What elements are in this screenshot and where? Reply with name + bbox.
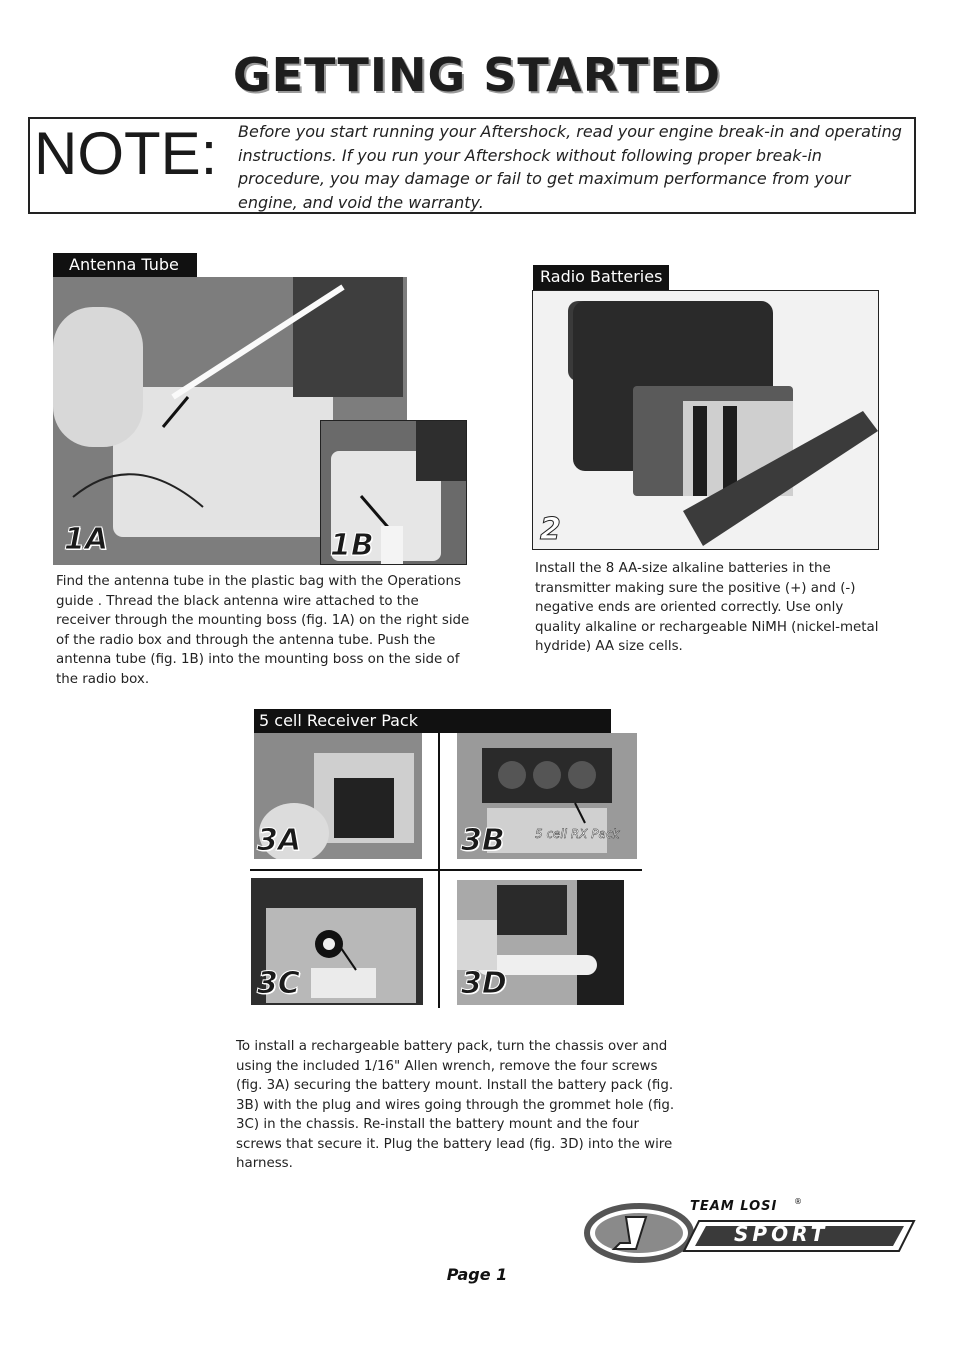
note-text: Before you start running your Aftershock, read your engine break-in and operating instructions. If you run your Aftershock without following proper break-in procedure, you may damage or fail to get maximum performance from your engine, and void the warranty.	[238, 122, 902, 212]
fig-1b-label: 1B	[330, 528, 374, 563]
fig-3a-label: 3A	[257, 823, 302, 858]
receiver-instructions: To install a rechargeable battery pack, turn the chassis over and using the included 1/16" Allen wrench, remove the four screws (fig. 3A) securing the battery mount. Install the battery pack (fig. 3B) with the plug and wires going through the grommet hole (fig. 3C) in the chassis. Re-install the battery mount and the four screws that secure it. Plug the battery lead (fig. 3D) into the wire harness.	[236, 1039, 675, 1171]
note-label: NOTE:	[34, 120, 218, 187]
receiver-section-label: 5 cell Receiver Pack	[254, 709, 611, 733]
pack-callout: 5 cell RX Pack	[535, 827, 620, 841]
fig-3d-label: 3D	[461, 966, 507, 1001]
team-losi-sport-logo	[584, 1199, 919, 1263]
logo-sport-text: SPORT	[734, 1222, 829, 1246]
fig-2-label: 2	[540, 512, 561, 547]
radio-photo-2	[532, 290, 879, 550]
radio-instructions: Install the 8 AA-size alkaline batteries in the transmitter making sure the positive (+) and (-) negative ends are oriented correctly. Use only quality alkaline or rechargeable NiMH (nickel-metal hydride) AA size cells.	[535, 561, 879, 654]
antenna-instructions: Find the antenna tube in the plastic bag with the Operations guide . Thread the black antenna wire attached to the receiver through the mounting boss (fig. 1A) on the right side of the radio box and through the antenna tube. Push the antenna tube (fig. 1B) into the mounting boss on the side of the radio box.	[56, 574, 470, 687]
antenna-section-label: Antenna Tube	[53, 253, 197, 277]
fig-1a-label: 1A	[64, 522, 109, 557]
radio-photo-2-art	[533, 291, 878, 549]
logo-brand-text: TEAM LOSI	[690, 1199, 778, 1214]
page-title: GETTING STARTED	[232, 48, 722, 102]
fig-3b-label: 3B	[461, 823, 505, 858]
page-number: Page 1	[446, 1265, 508, 1284]
radio-section-label: Radio Batteries	[533, 265, 669, 290]
receiver-horizontal-divider	[250, 869, 642, 871]
logo-registered-mark: ®	[794, 1197, 802, 1206]
fig-3c-label: 3C	[257, 966, 300, 1001]
